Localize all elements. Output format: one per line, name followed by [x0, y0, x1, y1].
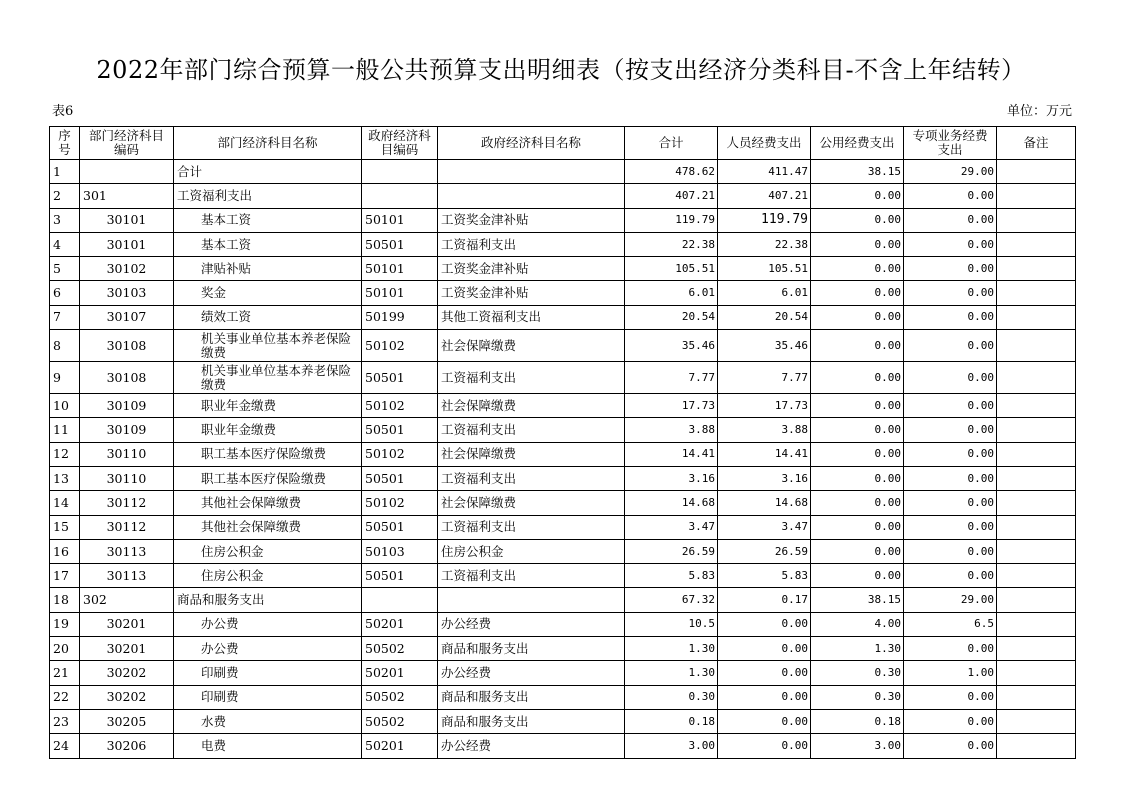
cell-dept-name: 住房公积金 — [174, 539, 362, 563]
cell-note — [997, 257, 1076, 281]
cell-gov-name: 社会保障缴费 — [438, 491, 625, 515]
cell-dept-code: 30112 — [80, 491, 174, 515]
cell-public: 0.00 — [811, 394, 904, 418]
cell-seq: 12 — [50, 442, 80, 466]
cell-gov-code — [362, 160, 438, 184]
cell-dept-code: 30109 — [80, 418, 174, 442]
cell-public: 38.15 — [811, 588, 904, 612]
cell-note — [997, 184, 1076, 208]
cell-personnel: 14.68 — [718, 491, 811, 515]
cell-gov-name — [438, 160, 625, 184]
cell-gov-name: 工资福利支出 — [438, 466, 625, 490]
cell-personnel: 3.47 — [718, 515, 811, 539]
cell-total: 1.30 — [625, 661, 718, 685]
cell-special: 0.00 — [904, 232, 997, 256]
cell-gov-code: 50201 — [362, 612, 438, 636]
table-row — [50, 539, 1076, 563]
cell-gov-name: 商品和服务支出 — [438, 709, 625, 733]
table-row — [50, 208, 1076, 232]
cell-note — [997, 661, 1076, 685]
table-row — [50, 612, 1076, 636]
cell-dept-name: 其他社会保障缴费 — [174, 515, 362, 539]
cell-gov-code: 50502 — [362, 637, 438, 661]
cell-dept-code: 30101 — [80, 232, 174, 256]
cell-dept-code: 30201 — [80, 637, 174, 661]
cell-dept-code: 30206 — [80, 734, 174, 758]
cell-special: 29.00 — [904, 588, 997, 612]
cell-special: 0.00 — [904, 184, 997, 208]
cell-note — [997, 208, 1076, 232]
cell-seq: 13 — [50, 466, 80, 490]
cell-gov-name — [438, 184, 625, 208]
cell-total: 17.73 — [625, 394, 718, 418]
cell-gov-name: 社会保障缴费 — [438, 442, 625, 466]
cell-public: 0.00 — [811, 305, 904, 329]
cell-public: 0.00 — [811, 515, 904, 539]
table-row — [50, 394, 1076, 418]
cell-gov-code: 50201 — [362, 734, 438, 758]
cell-total: 20.54 — [625, 305, 718, 329]
cell-gov-code: 50501 — [362, 362, 438, 394]
cell-special: 0.00 — [904, 418, 997, 442]
table-row — [50, 305, 1076, 329]
cell-gov-code: 50501 — [362, 232, 438, 256]
cell-seq: 19 — [50, 612, 80, 636]
cell-note — [997, 734, 1076, 758]
table-row — [50, 362, 1076, 394]
cell-dept-name: 津贴补贴 — [174, 257, 362, 281]
cell-gov-name: 工资福利支出 — [438, 418, 625, 442]
cell-seq: 22 — [50, 685, 80, 709]
cell-special: 0.00 — [904, 362, 997, 394]
cell-dept-name: 基本工资 — [174, 232, 362, 256]
cell-gov-name: 工资奖金津补贴 — [438, 208, 625, 232]
cell-special: 0.00 — [904, 442, 997, 466]
cell-special: 0.00 — [904, 734, 997, 758]
cell-dept-code: 30110 — [80, 442, 174, 466]
cell-note — [997, 564, 1076, 588]
cell-total: 3.00 — [625, 734, 718, 758]
cell-dept-name: 基本工资 — [174, 208, 362, 232]
cell-public: 3.00 — [811, 734, 904, 758]
cell-note — [997, 685, 1076, 709]
cell-dept-name: 机关事业单位基本养老保险缴费 — [174, 362, 362, 394]
cell-special: 29.00 — [904, 160, 997, 184]
table-row — [50, 257, 1076, 281]
cell-gov-code — [362, 184, 438, 208]
cell-public: 0.00 — [811, 184, 904, 208]
unit-label: 单位：万元 — [1006, 104, 1072, 119]
cell-gov-name: 社会保障缴费 — [438, 394, 625, 418]
cell-special: 1.00 — [904, 661, 997, 685]
cell-seq: 16 — [50, 539, 80, 563]
cell-gov-code: 50501 — [362, 418, 438, 442]
cell-gov-name: 工资福利支出 — [438, 515, 625, 539]
table-row — [50, 661, 1076, 685]
cell-personnel: 105.51 — [718, 257, 811, 281]
cell-total: 478.62 — [625, 160, 718, 184]
cell-seq: 7 — [50, 305, 80, 329]
cell-personnel: 411.47 — [718, 160, 811, 184]
cell-public: 0.00 — [811, 442, 904, 466]
cell-gov-code: 50101 — [362, 208, 438, 232]
cell-personnel: 119.79 — [718, 208, 811, 232]
cell-special: 0.00 — [904, 539, 997, 563]
cell-gov-code: 50101 — [362, 257, 438, 281]
cell-personnel: 3.88 — [718, 418, 811, 442]
cell-note — [997, 442, 1076, 466]
cell-dept-code: 30102 — [80, 257, 174, 281]
cell-personnel: 20.54 — [718, 305, 811, 329]
cell-seq: 2 — [50, 184, 80, 208]
cell-dept-name: 办公费 — [174, 612, 362, 636]
cell-seq: 15 — [50, 515, 80, 539]
cell-gov-name: 社会保障缴费 — [438, 330, 625, 362]
cell-dept-code: 30109 — [80, 394, 174, 418]
cell-gov-name: 商品和服务支出 — [438, 637, 625, 661]
cell-seq: 8 — [50, 330, 80, 362]
cell-total: 3.16 — [625, 466, 718, 490]
cell-note — [997, 539, 1076, 563]
cell-special: 0.00 — [904, 709, 997, 733]
table-row — [50, 491, 1076, 515]
cell-gov-code: 50101 — [362, 281, 438, 305]
header-gov-name: 政府经济科目名称 — [438, 127, 625, 160]
cell-note — [997, 394, 1076, 418]
cell-seq: 23 — [50, 709, 80, 733]
header-personnel: 人员经费支出 — [718, 127, 811, 160]
header-seq: 序号 — [50, 127, 80, 160]
cell-public: 0.00 — [811, 491, 904, 515]
cell-public: 0.18 — [811, 709, 904, 733]
cell-public: 0.30 — [811, 685, 904, 709]
cell-gov-code: 50102 — [362, 491, 438, 515]
cell-dept-code: 30107 — [80, 305, 174, 329]
cell-dept-code: 30113 — [80, 539, 174, 563]
cell-gov-code: 50501 — [362, 466, 438, 490]
cell-gov-code: 50102 — [362, 330, 438, 362]
cell-dept-code: 30205 — [80, 709, 174, 733]
cell-public: 1.30 — [811, 637, 904, 661]
cell-personnel: 6.01 — [718, 281, 811, 305]
cell-total: 0.30 — [625, 685, 718, 709]
cell-dept-code: 302 — [80, 588, 174, 612]
cell-public: 0.00 — [811, 466, 904, 490]
cell-total: 3.88 — [625, 418, 718, 442]
cell-gov-code: 50502 — [362, 685, 438, 709]
cell-special: 0.00 — [904, 330, 997, 362]
cell-personnel: 0.00 — [718, 709, 811, 733]
cell-gov-name: 办公经费 — [438, 734, 625, 758]
cell-personnel: 3.16 — [718, 466, 811, 490]
cell-total: 14.41 — [625, 442, 718, 466]
header-special: 专项业务经费支出 — [904, 127, 997, 160]
cell-dept-name: 办公费 — [174, 637, 362, 661]
cell-dept-name: 印刷费 — [174, 661, 362, 685]
cell-dept-name: 工资福利支出 — [174, 184, 362, 208]
cell-note — [997, 637, 1076, 661]
cell-special: 6.5 — [904, 612, 997, 636]
cell-personnel: 26.59 — [718, 539, 811, 563]
header-public: 公用经费支出 — [811, 127, 904, 160]
cell-dept-code — [80, 160, 174, 184]
cell-seq: 3 — [50, 208, 80, 232]
table-row — [50, 184, 1076, 208]
cell-public: 0.00 — [811, 418, 904, 442]
cell-seq: 1 — [50, 160, 80, 184]
cell-special: 0.00 — [904, 394, 997, 418]
cell-note — [997, 612, 1076, 636]
table-row — [50, 418, 1076, 442]
cell-public: 0.00 — [811, 232, 904, 256]
table-row — [50, 160, 1076, 184]
cell-dept-name: 印刷费 — [174, 685, 362, 709]
cell-gov-code — [362, 588, 438, 612]
cell-dept-name: 绩效工资 — [174, 305, 362, 329]
table-row — [50, 734, 1076, 758]
table-header-row — [50, 127, 1076, 160]
cell-note — [997, 362, 1076, 394]
table-row — [50, 709, 1076, 733]
cell-gov-code: 50102 — [362, 442, 438, 466]
cell-note — [997, 418, 1076, 442]
cell-public: 0.00 — [811, 208, 904, 232]
cell-gov-code: 50502 — [362, 709, 438, 733]
cell-personnel: 17.73 — [718, 394, 811, 418]
cell-note — [997, 160, 1076, 184]
table-row — [50, 564, 1076, 588]
cell-note — [997, 232, 1076, 256]
cell-dept-name: 职工基本医疗保险缴费 — [174, 466, 362, 490]
cell-total: 407.21 — [625, 184, 718, 208]
cell-gov-name: 工资福利支出 — [438, 232, 625, 256]
cell-dept-code: 30112 — [80, 515, 174, 539]
cell-public: 0.00 — [811, 281, 904, 305]
cell-seq: 10 — [50, 394, 80, 418]
table-row — [50, 232, 1076, 256]
cell-gov-name: 住房公积金 — [438, 539, 625, 563]
cell-gov-name: 办公经费 — [438, 661, 625, 685]
cell-dept-code: 30202 — [80, 661, 174, 685]
cell-public: 0.00 — [811, 564, 904, 588]
cell-special: 0.00 — [904, 305, 997, 329]
cell-total: 10.5 — [625, 612, 718, 636]
cell-special: 0.00 — [904, 466, 997, 490]
cell-personnel: 0.00 — [718, 734, 811, 758]
cell-total: 14.68 — [625, 491, 718, 515]
cell-dept-code: 301 — [80, 184, 174, 208]
cell-total: 26.59 — [625, 539, 718, 563]
table-row — [50, 637, 1076, 661]
cell-gov-code: 50501 — [362, 564, 438, 588]
cell-gov-name: 其他工资福利支出 — [438, 305, 625, 329]
table-row — [50, 442, 1076, 466]
cell-special: 0.00 — [904, 491, 997, 515]
cell-note — [997, 281, 1076, 305]
cell-public: 0.00 — [811, 362, 904, 394]
cell-dept-name: 机关事业单位基本养老保险缴费 — [174, 330, 362, 362]
cell-dept-name: 职业年金缴费 — [174, 394, 362, 418]
cell-note — [997, 709, 1076, 733]
cell-personnel: 0.00 — [718, 637, 811, 661]
table-row — [50, 515, 1076, 539]
cell-seq: 4 — [50, 232, 80, 256]
table-row — [50, 685, 1076, 709]
cell-seq: 17 — [50, 564, 80, 588]
cell-special: 0.00 — [904, 564, 997, 588]
cell-note — [997, 588, 1076, 612]
cell-public: 0.00 — [811, 330, 904, 362]
cell-total: 119.79 — [625, 208, 718, 232]
cell-gov-name: 工资奖金津补贴 — [438, 257, 625, 281]
cell-total: 105.51 — [625, 257, 718, 281]
cell-seq: 5 — [50, 257, 80, 281]
cell-gov-name: 工资福利支出 — [438, 564, 625, 588]
cell-dept-code: 30110 — [80, 466, 174, 490]
cell-special: 0.00 — [904, 281, 997, 305]
cell-total: 67.32 — [625, 588, 718, 612]
cell-note — [997, 515, 1076, 539]
cell-dept-name: 水费 — [174, 709, 362, 733]
page-title: 2022年部门综合预算一般公共预算支出明细表（按支出经济分类科目-不含上年结转） — [96, 56, 1026, 84]
cell-gov-name: 工资福利支出 — [438, 362, 625, 394]
cell-gov-code: 50199 — [362, 305, 438, 329]
cell-total: 7.77 — [625, 362, 718, 394]
cell-gov-name: 办公经费 — [438, 612, 625, 636]
cell-dept-code: 30101 — [80, 208, 174, 232]
cell-gov-code: 50103 — [362, 539, 438, 563]
cell-seq: 18 — [50, 588, 80, 612]
cell-dept-code: 30113 — [80, 564, 174, 588]
cell-public: 0.00 — [811, 539, 904, 563]
cell-note — [997, 305, 1076, 329]
cell-dept-name: 商品和服务支出 — [174, 588, 362, 612]
cell-special: 0.00 — [904, 257, 997, 281]
cell-gov-name: 商品和服务支出 — [438, 685, 625, 709]
cell-public: 0.30 — [811, 661, 904, 685]
cell-dept-name: 合计 — [174, 160, 362, 184]
cell-seq: 24 — [50, 734, 80, 758]
cell-dept-code: 30202 — [80, 685, 174, 709]
cell-total: 5.83 — [625, 564, 718, 588]
budget-table — [49, 126, 1076, 759]
cell-total: 1.30 — [625, 637, 718, 661]
cell-dept-name: 奖金 — [174, 281, 362, 305]
table-number: 表6 — [52, 104, 74, 119]
cell-dept-code: 30108 — [80, 330, 174, 362]
cell-personnel: 5.83 — [718, 564, 811, 588]
cell-seq: 20 — [50, 637, 80, 661]
cell-dept-code: 30108 — [80, 362, 174, 394]
cell-personnel: 0.00 — [718, 612, 811, 636]
table-row — [50, 466, 1076, 490]
cell-personnel: 0.00 — [718, 685, 811, 709]
cell-seq: 6 — [50, 281, 80, 305]
cell-seq: 21 — [50, 661, 80, 685]
cell-dept-name: 电费 — [174, 734, 362, 758]
cell-gov-name — [438, 588, 625, 612]
cell-total: 3.47 — [625, 515, 718, 539]
cell-dept-code: 30103 — [80, 281, 174, 305]
header-dept-name: 部门经济科目名称 — [174, 127, 362, 160]
cell-dept-code: 30201 — [80, 612, 174, 636]
cell-seq: 11 — [50, 418, 80, 442]
cell-personnel: 407.21 — [718, 184, 811, 208]
cell-dept-name: 住房公积金 — [174, 564, 362, 588]
header-gov-code: 政府经济科目编码 — [362, 127, 438, 160]
cell-personnel: 0.17 — [718, 588, 811, 612]
header-note: 备注 — [997, 127, 1076, 160]
cell-personnel: 7.77 — [718, 362, 811, 394]
header-dept-code: 部门经济科目编码 — [80, 127, 174, 160]
cell-gov-code: 50201 — [362, 661, 438, 685]
cell-public: 38.15 — [811, 160, 904, 184]
cell-dept-name: 职工基本医疗保险缴费 — [174, 442, 362, 466]
cell-total: 35.46 — [625, 330, 718, 362]
cell-gov-name: 工资奖金津补贴 — [438, 281, 625, 305]
header-total: 合计 — [625, 127, 718, 160]
cell-public: 0.00 — [811, 257, 904, 281]
cell-dept-name: 其他社会保障缴费 — [174, 491, 362, 515]
table-row — [50, 330, 1076, 362]
cell-special: 0.00 — [904, 637, 997, 661]
cell-special: 0.00 — [904, 515, 997, 539]
cell-gov-code: 50102 — [362, 394, 438, 418]
cell-note — [997, 330, 1076, 362]
cell-personnel: 35.46 — [718, 330, 811, 362]
cell-total: 6.01 — [625, 281, 718, 305]
cell-note — [997, 466, 1076, 490]
cell-special: 0.00 — [904, 208, 997, 232]
cell-note — [997, 491, 1076, 515]
cell-personnel: 0.00 — [718, 661, 811, 685]
table-row — [50, 588, 1076, 612]
cell-personnel: 14.41 — [718, 442, 811, 466]
cell-seq: 14 — [50, 491, 80, 515]
cell-gov-code: 50501 — [362, 515, 438, 539]
cell-public: 4.00 — [811, 612, 904, 636]
cell-personnel: 22.38 — [718, 232, 811, 256]
cell-special: 0.00 — [904, 685, 997, 709]
cell-total: 22.38 — [625, 232, 718, 256]
cell-seq: 9 — [50, 362, 80, 394]
table-row — [50, 281, 1076, 305]
cell-dept-name: 职业年金缴费 — [174, 418, 362, 442]
cell-total: 0.18 — [625, 709, 718, 733]
